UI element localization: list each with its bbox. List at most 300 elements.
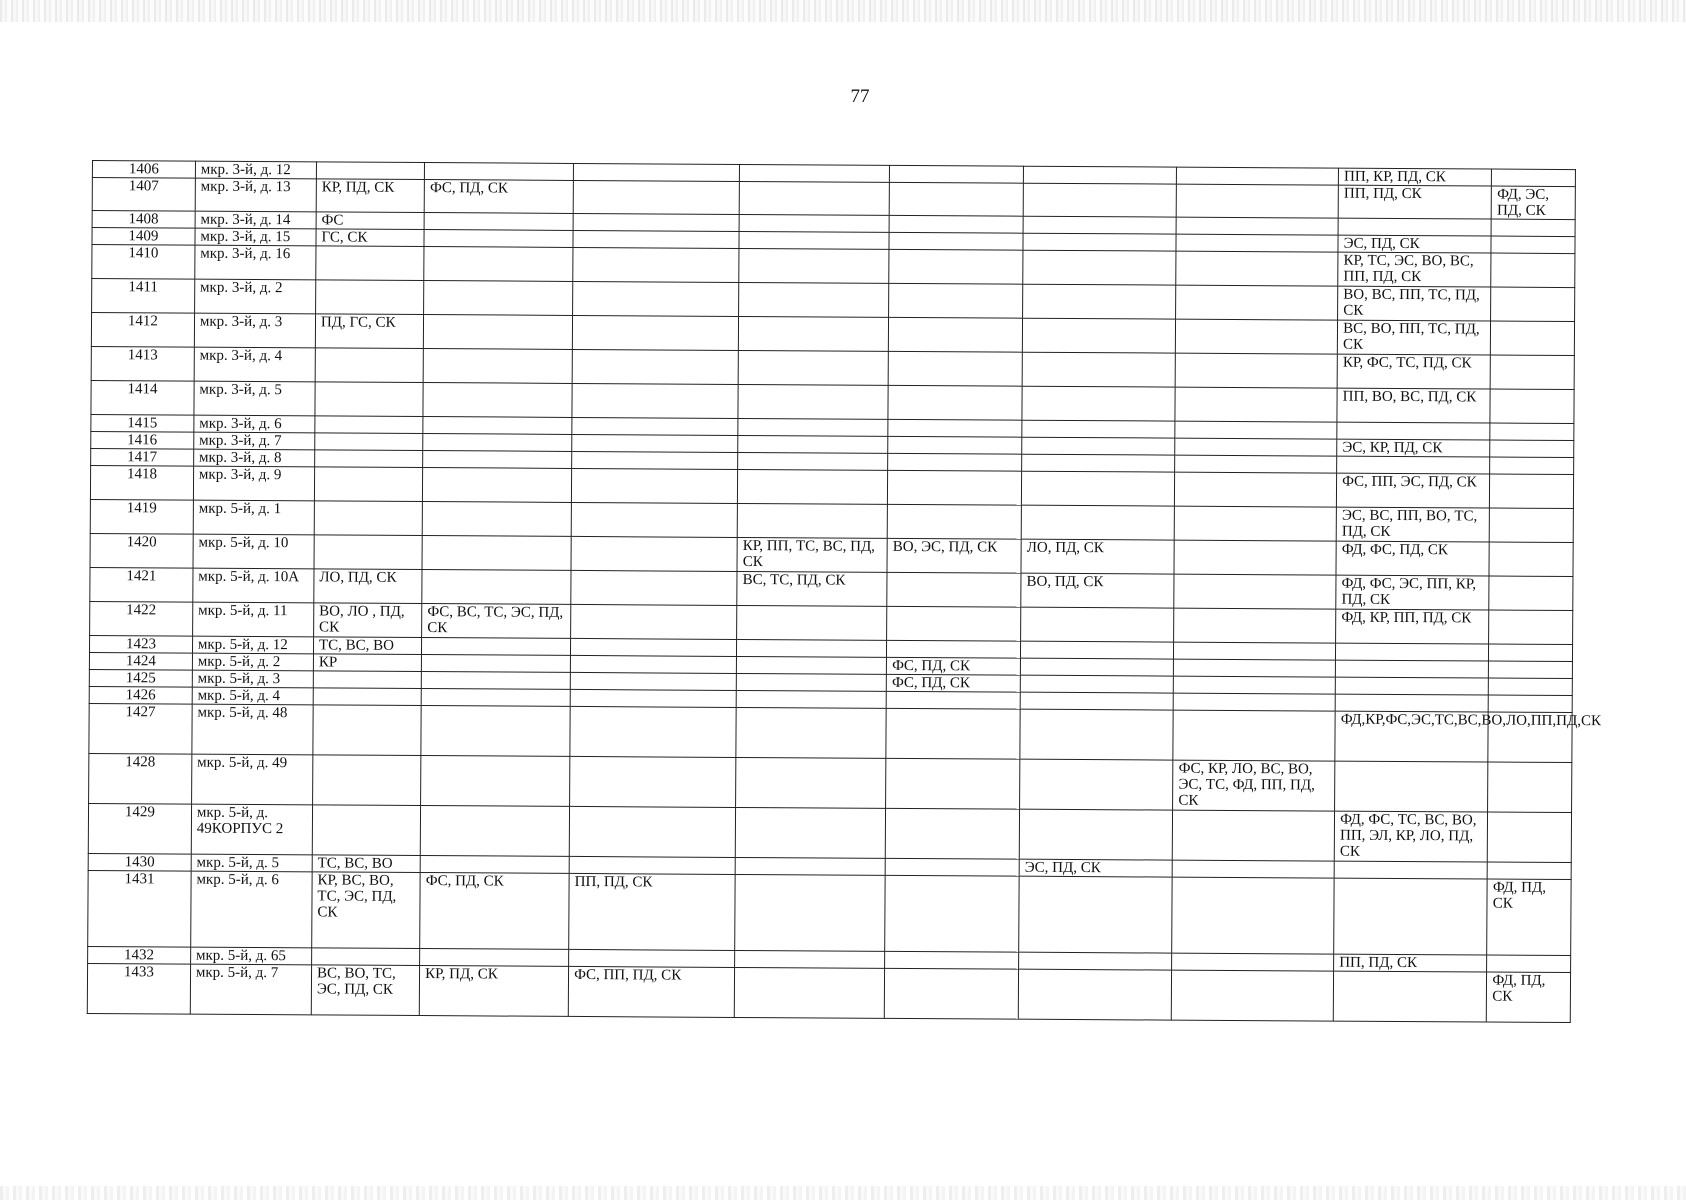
work-code-cell-4 [738,435,888,453]
work-code-cell-8 [1335,694,1488,712]
work-code-cell-1 [313,705,422,756]
work-code-cell-9 [1490,355,1574,390]
work-code-cell-7 [1173,810,1335,861]
work-code-cell-7 [1174,540,1336,575]
work-code-cell-6 [1020,675,1173,693]
work-code-cell-8 [1334,861,1487,879]
work-code-cell-7 [1174,676,1336,694]
work-code-cell-8 [1338,218,1491,236]
work-code-cell-5 [889,249,1023,284]
work-code-cell-6: ЭС, ПД, СК [1019,859,1172,877]
address-cell: мкр. 5-й, д. 65 [190,947,311,965]
work-code-cell-4 [738,350,888,385]
row-number-cell: 1429 [88,803,191,854]
address-cell: мкр. 5-й, д. 10 [193,534,314,569]
work-code-cell-8 [1335,660,1488,678]
work-code-cell-5 [890,165,1024,183]
work-code-cell-5 [889,283,1023,318]
work-code-cell-7 [1175,387,1337,422]
work-code-cell-4 [739,248,889,283]
work-code-cell-5 [885,808,1019,859]
work-code-cell-6 [1021,607,1174,642]
address-cell: мкр. 5-й, д. 4 [192,687,313,705]
work-code-cell-8: ФД, КР, ПП, ПД, СК [1336,609,1489,644]
work-code-cell-7 [1176,234,1338,252]
address-cell: мкр. 3-й, д. 7 [194,432,315,450]
work-code-cell-1: ТС, ВС, ВО [312,855,420,873]
row-number-cell: 1419 [90,499,193,534]
work-code-cell-8: ПП, ВО, ВС, ПД, СК [1337,388,1490,423]
work-code-cell-3 [572,383,738,418]
work-code-cell-4 [737,503,887,538]
work-code-cell-6 [1022,352,1175,387]
work-code-cell-1: ГС, СК [316,229,424,247]
work-code-cell-3 [571,604,737,639]
work-code-cell-7: ФС, КР, ЛО, ВС, ВО, ЭС, ТС, ФД, ПП, ПД, СК [1173,760,1335,811]
work-code-cell-5 [889,317,1023,352]
work-code-cell-3 [573,180,739,214]
work-code-cell-9 [1490,440,1574,458]
row-number-cell: 1417 [91,448,194,466]
address-cell: мкр. 5-й, д. 5 [191,854,312,872]
work-code-cell-1 [313,688,421,706]
work-code-cell-8 [1335,677,1488,695]
work-code-cell-5 [888,385,1022,420]
address-cell: мкр. 3-й, д. 12 [195,161,316,179]
work-code-cell-4 [735,874,885,951]
work-code-cell-6 [1020,759,1174,810]
work-code-cell-6 [1019,952,1172,970]
work-code-cell-6 [1022,318,1175,353]
work-code-cell-5 [889,182,1023,216]
work-code-cell-8: ЭС, ВС, ПП, ВО, ТС, ПД, СК [1336,507,1489,542]
work-code-cell-6 [1020,658,1173,676]
work-code-cell-2: ФС, ПД, СК [424,180,573,214]
row-number-cell: 1425 [89,669,192,687]
work-code-cell-7 [1174,574,1336,609]
work-code-cell-2 [425,163,574,181]
work-code-cell-8: ЭС, КР, ПД, СК [1337,439,1490,457]
work-code-cell-8: КР, ФС, ТС, ПД, СК [1337,354,1490,389]
row-number-cell: 1420 [90,533,193,568]
work-code-cell-9: ФД, ПД, СК [1487,879,1571,956]
row-number-cell: 1432 [88,946,191,964]
work-code-cell-3 [573,213,739,231]
work-code-cell-5 [888,436,1022,454]
work-code-cell-4 [737,656,887,674]
work-code-cell-8 [1337,422,1490,440]
work-code-cell-8: ПП, ПД, СК [1334,954,1487,972]
work-code-cell-9 [1488,812,1572,863]
work-code-cell-7 [1175,438,1337,456]
work-code-cell-5 [885,875,1019,952]
work-code-cell-4 [736,690,886,708]
work-code-cell-3 [573,281,739,316]
work-code-cell-5 [888,470,1022,505]
work-code-cell-5 [886,758,1020,809]
work-code-cell-8 [1336,643,1489,661]
work-code-cell-2 [421,672,570,690]
work-code-cell-4 [739,214,889,232]
work-code-cell-7 [1175,506,1337,541]
work-code-cell-4 [739,231,889,249]
work-code-cell-4 [737,605,887,640]
work-code-cell-7 [1172,953,1334,971]
work-code-cell-8: ФД, ФС, ЭС, ПП, КР, ПД, СК [1336,575,1489,610]
address-cell: мкр. 3-й, д. 16 [195,245,316,280]
work-code-cell-6 [1023,216,1176,234]
work-code-cell-2 [424,281,573,316]
work-code-cell-3 [572,434,738,452]
row-number-cell: 1411 [92,279,195,314]
work-code-cell-5 [887,606,1021,641]
row-number-cell: 1410 [92,245,195,280]
work-code-cell-5 [885,858,1019,876]
address-cell: мкр. 5-й, д. 49 [191,754,312,805]
work-code-cell-8: ФД, ФС, ПД, СК [1336,541,1489,576]
work-code-cell-1 [315,382,423,417]
work-code-cell-5: ВО, ЭС, ПД, СК [887,538,1021,573]
work-code-cell-2 [424,247,573,282]
work-code-cell-9 [1489,678,1573,696]
row-number-cell: 1421 [90,567,193,602]
address-cell: мкр. 5-й, д. 7 [190,964,311,1015]
work-code-cell-2 [423,349,572,384]
table-row [89,703,1572,762]
address-cell: мкр. 5-й, д. 49КОРПУС 2 [191,804,312,855]
work-code-cell-1: ВО, ЛО , ПД, СК [314,603,422,638]
address-cell: мкр. 3-й, д. 5 [194,381,315,416]
work-code-cell-2: ФС, ПД, СК [420,873,569,950]
work-code-cell-7 [1174,642,1336,660]
work-code-cell-8 [1334,878,1488,955]
work-code-cell-5 [888,419,1022,437]
work-code-cell-6 [1020,692,1173,710]
row-number-cell: 1408 [92,211,195,229]
work-code-cell-9: ФД, ЭС, ПД, СК [1492,186,1576,220]
work-code-cell-2 [422,570,571,605]
work-code-cell-4 [736,707,886,758]
work-code-cell-1 [315,450,423,468]
address-cell: мкр. 3-й, д. 3 [194,313,315,348]
work-code-cell-4: КР, ПП, ТС, ВС, ПД, СК [737,537,887,572]
address-cell: мкр. 5-й, д. 11 [192,602,313,637]
work-code-cell-4 [736,757,886,808]
work-code-cell-1: ТС, ВС, ВО [313,637,421,655]
work-code-cell-5 [889,215,1023,233]
address-cell: мкр. 3-й, д. 9 [193,466,314,501]
work-code-cell-1 [314,501,422,536]
row-number-cell: 1414 [91,380,194,415]
address-cell: мкр. 3-й, д. 8 [193,449,314,467]
row-number-cell: 1418 [90,465,193,500]
work-code-cell-1 [316,280,424,315]
work-code-cell-7 [1177,167,1339,185]
work-code-cell-9 [1489,644,1573,662]
work-code-cell-2 [421,689,570,707]
work-code-cell-6 [1023,166,1176,184]
work-code-cell-3 [570,689,736,707]
work-code-cell-8: КР, ТС, ЭС, ВО, ВС, ПП, ПД, СК [1338,252,1491,287]
work-code-cell-3 [569,949,735,967]
work-code-cell-2 [424,213,573,231]
work-code-cell-3 [573,247,739,282]
work-code-cell-1 [316,162,424,180]
work-code-cell-3: ФС, ПП, ПД, СК [568,966,734,1017]
address-cell: мкр. 3-й, д. 14 [195,211,316,229]
row-number-cell: 1416 [91,431,194,449]
row-number-cell: 1422 [90,601,193,636]
work-code-cell-5 [886,691,1020,709]
work-code-cell-7 [1172,860,1334,878]
work-code-cell-2 [422,655,571,673]
work-code-cell-1: КР, ПД, СК [316,179,424,213]
work-code-cell-4 [738,469,888,504]
work-code-cell-2 [424,315,573,350]
work-code-cell-5 [889,232,1023,250]
work-code-cell-1 [315,433,423,451]
work-code-cell-7 [1176,285,1338,320]
address-cell: мкр. 5-й, д. 10А [193,568,314,603]
work-code-cell-6 [1018,969,1172,1020]
work-code-cell-7 [1172,970,1334,1021]
work-code-cell-6 [1019,876,1173,953]
work-code-cell-4 [739,181,889,215]
work-code-cell-8: ФС, ПП, ЭС, ПД, СК [1337,473,1490,508]
work-code-cell-7 [1174,608,1336,643]
work-code-cell-3 [571,638,737,656]
row-number-cell: 1427 [89,703,192,754]
work-code-cell-6 [1022,437,1175,455]
address-cell: мкр. 5-й, д. 2 [192,653,313,671]
work-code-cell-4 [737,639,887,657]
work-code-cell-8: ЭС, ПД, СК [1338,235,1491,253]
work-code-cell-7 [1176,319,1338,354]
work-code-cell-1: КР [313,654,421,672]
work-code-cell-5 [884,968,1018,1019]
address-cell: мкр. 3-й, д. 13 [195,178,316,212]
row-number-cell: 1433 [87,963,190,1014]
work-code-cell-8 [1335,761,1489,812]
work-code-cell-7 [1173,710,1335,761]
work-code-cell-1 [312,805,421,856]
work-code-cell-9 [1491,253,1575,288]
work-code-cell-1 [315,416,423,434]
address-cell: мкр. 3-й, д. 4 [194,347,315,382]
row-number-cell: 1413 [91,346,194,381]
work-code-cell-7 [1175,455,1337,473]
work-code-cell-2 [420,856,569,874]
row-number-cell: 1423 [89,635,192,653]
work-code-cell-3 [572,417,738,435]
work-code-cell-2: ФС, ВС, ТС, ЭС, ПД, СК [422,604,571,639]
work-code-cell-2 [423,434,572,452]
work-code-cell-3 [571,536,737,571]
work-code-cell-7 [1175,421,1337,439]
address-cell: мкр. 5-й, д. 12 [192,636,313,654]
work-code-cell-9 [1491,287,1575,322]
row-number-cell: 1409 [92,228,195,246]
work-code-cell-4 [740,164,890,182]
work-code-cell-9 [1492,169,1576,187]
work-code-cell-6 [1023,233,1176,251]
row-number-cell: 1407 [92,178,195,212]
work-code-cell-6 [1022,386,1175,421]
work-code-cell-1 [314,467,422,502]
work-code-cell-2 [424,230,573,248]
work-code-cell-3 [571,570,737,605]
address-cell: мкр. 5-й, д. 48 [192,704,313,755]
work-code-cell-1: КР, ВС, ВО, ТС, ЭС, ПД, СК [312,872,421,949]
work-code-cell-3 [572,468,738,503]
table-row [87,963,1570,1022]
work-code-cell-1 [315,348,423,383]
work-code-cell-4: ВС, ТС, ПД, СК [737,571,887,606]
work-code-cell-1: ФС [316,212,424,230]
row-number-cell: 1424 [89,652,192,670]
row-number-cell: 1431 [88,870,191,947]
work-code-cell-5: ФС, ПД, СК [886,674,1020,692]
work-code-cell-2: КР, ПД, СК [419,966,568,1017]
work-code-cell-3 [569,856,735,874]
work-code-cell-3 [570,706,736,757]
work-code-cell-9 [1489,542,1573,577]
work-code-cell-6 [1021,505,1174,540]
work-code-cell-1 [313,671,421,689]
work-code-cell-1 [314,535,422,570]
work-code-cell-6 [1023,284,1176,319]
work-code-cell-3 [572,315,738,350]
address-cell: мкр. 5-й, д. 3 [192,670,313,688]
work-code-cell-5: ФС, ПД, СК [887,657,1021,675]
work-code-cell-3 [572,349,738,384]
work-code-cell-9 [1487,955,1571,973]
address-cell: мкр. 5-й, д. 6 [191,871,313,948]
work-code-cell-9 [1490,457,1574,475]
work-code-cell-9 [1490,508,1574,543]
work-code-cell-3 [569,806,735,857]
work-code-cell-3 [573,230,739,248]
address-cell: мкр. 5-й, д. 1 [193,500,314,535]
work-code-cell-9 [1490,423,1574,441]
work-code-cell-4 [739,282,889,317]
work-code-cell-4 [738,418,888,436]
work-code-cell-2 [422,638,571,656]
address-cell: мкр. 3-й, д. 15 [195,228,316,246]
work-code-cell-4 [735,950,885,968]
work-code-cell-5 [887,572,1021,607]
row-number-cell: 1406 [92,161,195,179]
work-code-cell-6 [1023,250,1176,285]
work-code-cell-7 [1172,877,1334,954]
work-code-cell-8: ПП, ПД, СК [1338,185,1491,219]
row-number-cell: 1430 [88,853,191,871]
work-code-cell-7 [1175,353,1337,388]
work-code-cell-7 [1176,251,1338,286]
work-code-cell-4 [734,967,884,1018]
work-code-cell-9 [1488,762,1572,813]
work-code-cell-5 [887,504,1021,539]
work-code-cell-6 [1022,454,1175,472]
work-code-cell-5 [887,640,1021,658]
address-cell: мкр. 3-й, д. 2 [194,279,315,314]
work-code-cell-2 [420,949,569,967]
table-body [87,161,1602,1023]
work-code-cell-4 [735,807,885,858]
work-code-cell-6 [1023,183,1176,217]
row-number-cell: 1426 [89,686,192,704]
work-code-cell-3 [570,756,736,807]
row-number-cell: 1415 [91,414,194,432]
work-code-cell-9: ФД, ПД, СК [1487,972,1571,1023]
work-code-cell-4 [738,452,888,470]
table-row [89,753,1572,812]
work-code-cell-1: ЛО, ПД, СК [314,569,422,604]
work-code-cell-7 [1174,659,1336,677]
work-code-cell-7 [1176,217,1338,235]
row-number-cell: 1412 [91,313,194,348]
work-code-cell-3 [572,451,738,469]
work-code-cell-5 [885,951,1019,969]
work-code-cell-9 [1490,389,1574,424]
work-code-cell-4 [736,673,886,691]
work-code-cell-9 [1491,219,1575,237]
work-code-cell-3 [570,655,736,673]
work-code-cell-1: ПД, ГС, СК [315,314,423,349]
work-code-cell-6 [1020,709,1174,760]
page-number: 77 [850,86,870,107]
address-cell: мкр. 3-й, д. 6 [194,415,315,433]
table-sheet [87,160,1602,1023]
row-number-cell: 1428 [89,753,192,804]
work-code-cell-2 [420,806,569,857]
work-code-cell-1 [312,948,420,966]
work-code-cell-2 [423,451,572,469]
work-code-cell-6 [1021,641,1174,659]
work-code-cell-2 [421,706,570,757]
work-code-cell-8: ПП, КР, ПД, СК [1338,168,1491,186]
work-code-cell-3 [571,502,737,537]
scan-edge-bottom [0,1186,1686,1200]
work-code-cell-7 [1173,693,1335,711]
work-code-cell-5 [886,708,1020,759]
work-code-cell-9 [1487,862,1571,880]
work-code-cell-5 [888,453,1022,471]
work-code-cell-9 [1491,236,1575,254]
work-code-cell-8 [1333,971,1487,1022]
work-code-cell-9 [1489,576,1573,611]
work-code-cell-4 [735,857,885,875]
work-code-cell-9 [1489,661,1573,679]
work-code-cell-9 [1491,321,1575,356]
work-code-cell-7 [1176,184,1338,218]
work-code-cell-8: ВО, ВС, ПП, ТС, ПД, СК [1338,286,1491,321]
table-row [88,870,1571,955]
work-code-cell-8: ФД,КР,ФС,ЭС,ТС,ВС,ВО,ЛО,ПП,ПД,СК [1335,711,1489,762]
work-code-cell-3: ПП, ПД, СК [569,873,736,950]
scan-edge-top [0,0,1686,22]
work-code-cell-3 [570,672,736,690]
work-code-cell-9 [1489,610,1573,645]
work-code-cell-6: ЛО, ПД, СК [1021,539,1174,574]
work-code-cell-3 [573,163,739,181]
work-code-cell-2 [423,383,572,418]
work-code-cell-6 [1022,471,1175,506]
work-code-cell-2 [423,468,572,503]
work-code-cell-6 [1022,420,1175,438]
work-code-cell-4 [738,384,888,419]
work-code-cell-6: ВО, ПД, СК [1021,573,1174,608]
